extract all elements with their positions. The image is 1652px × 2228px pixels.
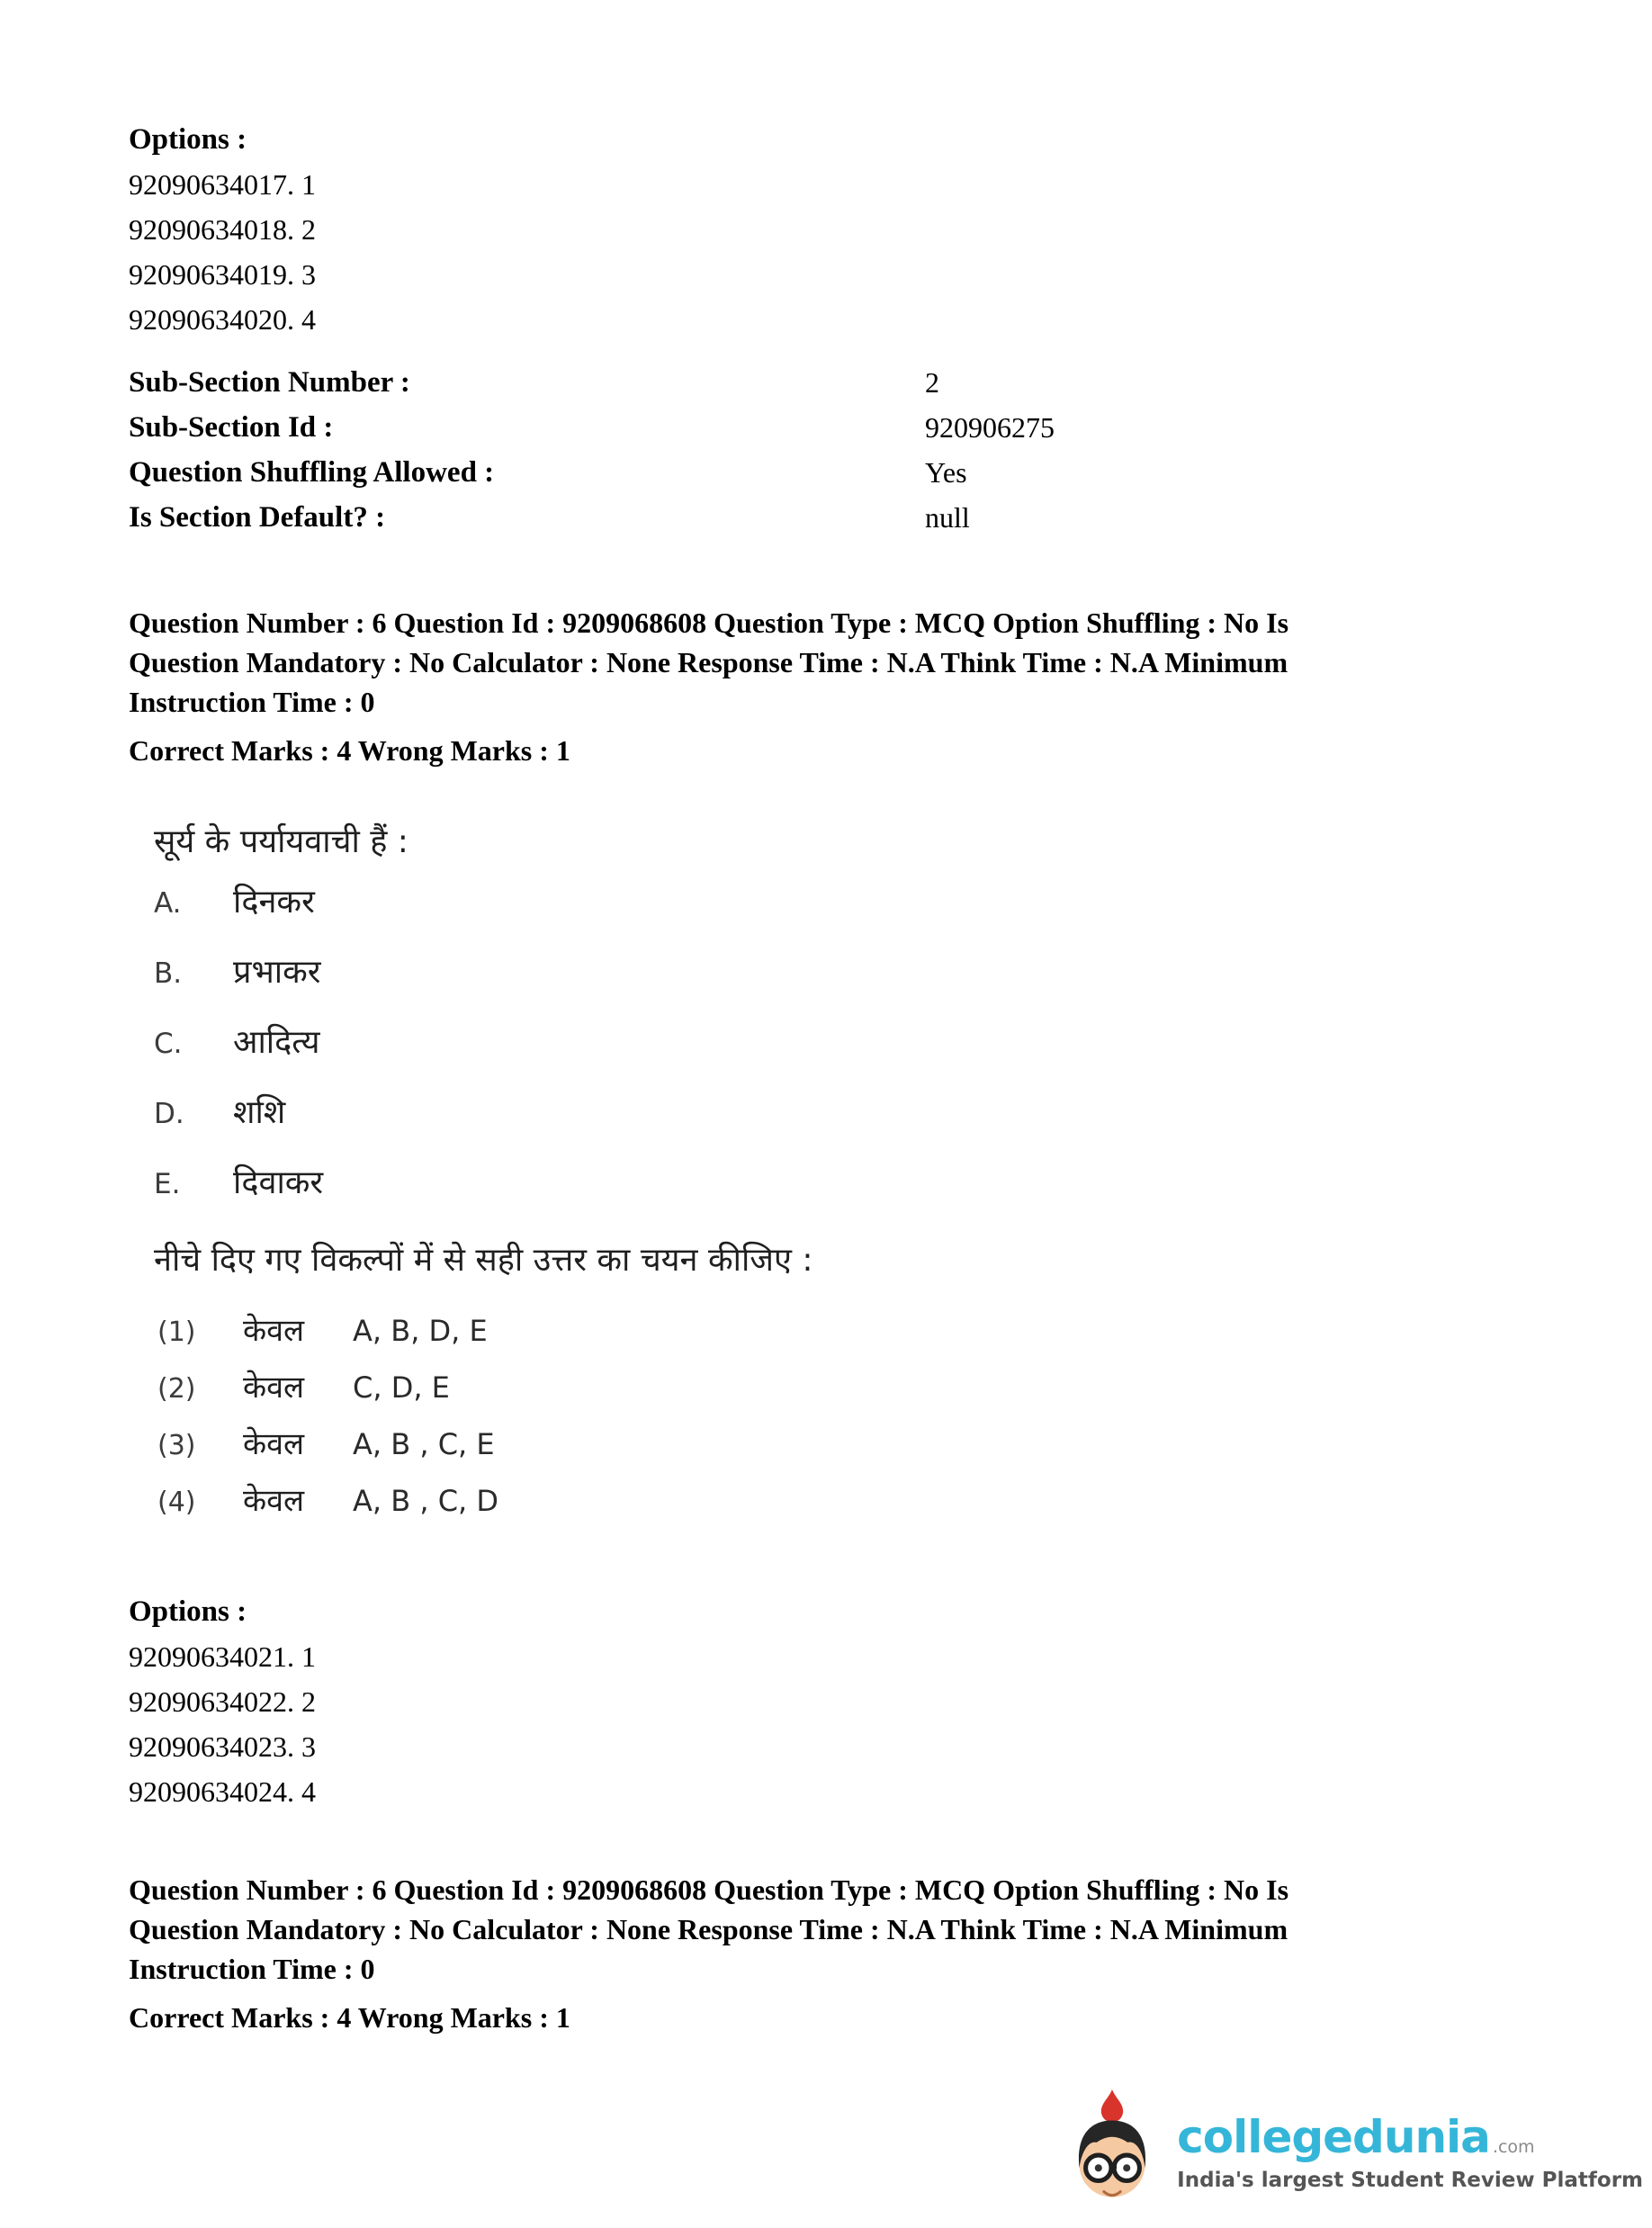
question-header-line: Question Number : 6 Question Id : 9209068608 Question Type : MCQ Option Shuffling : No Is <box>129 606 1289 639</box>
metadata-row <box>129 450 1544 495</box>
answer-number: (4) <box>157 1487 196 1518</box>
question-header-line: Question Number : 6 Question Id : 9209068608 Question Type : MCQ Option Shuffling : No Is <box>129 1873 1289 1906</box>
collegedunia-mascot-icon <box>1062 2088 1163 2215</box>
brand-text <box>1177 2111 1643 2192</box>
brand-name: collegedunia <box>1177 2111 1490 2163</box>
metadata-label: Sub-Section Number : <box>129 366 410 399</box>
metadata-row <box>129 360 1544 405</box>
choice-row-e <box>129 1159 1544 1229</box>
answer-kewal: केवल <box>243 1370 305 1406</box>
choice-letter: D. <box>154 1098 184 1130</box>
choice-letter: B. <box>154 957 183 990</box>
options-label: Options : <box>129 123 247 156</box>
brand-tagline: India's largest Student Review Platform <box>1177 2169 1643 2192</box>
answer-kewal: केवल <box>243 1313 305 1349</box>
option-id-line: 92090634021. 1 <box>129 1640 316 1673</box>
answer-option-1 <box>129 1308 1544 1365</box>
question-instruction: नीचे दिए गए विकल्पों में से सही उत्तर का चयन कीजिए : <box>154 1242 813 1279</box>
question-body <box>129 815 1544 1535</box>
option-id-line: 92090634017. 1 <box>129 168 316 201</box>
choice-row-b <box>129 948 1544 1019</box>
option-id-line: 92090634022. 2 <box>129 1685 316 1718</box>
metadata-section <box>129 360 1544 540</box>
options-block-2 <box>129 1589 1544 1814</box>
metadata-value: null <box>925 501 970 534</box>
metadata-value: 920906275 <box>925 411 1055 444</box>
options-label: Options : <box>129 1595 247 1628</box>
metadata-row <box>129 495 1544 540</box>
answer-number: (1) <box>157 1316 196 1348</box>
question-stem: सूर्य के पर्यायवाची हैं : <box>154 823 409 860</box>
option-id-line: 92090634020. 4 <box>129 303 316 336</box>
answer-kewal: केवल <box>243 1426 305 1462</box>
answer-option-list <box>129 1308 1544 1535</box>
metadata-value: 2 <box>925 366 939 399</box>
answer-number: (3) <box>157 1430 196 1461</box>
answer-option-3 <box>129 1422 1544 1478</box>
answer-letters: A, B , C, E <box>353 1427 495 1461</box>
metadata-label: Sub-Section Id : <box>129 411 334 444</box>
choice-text: आदित्य <box>233 1024 320 1061</box>
answer-option-4 <box>129 1478 1544 1535</box>
option-id-line: 92090634019. 3 <box>129 258 316 291</box>
choice-letter: E. <box>154 1168 181 1200</box>
choice-text: दिवाकर <box>233 1164 324 1201</box>
metadata-value: Yes <box>925 456 967 489</box>
answer-option-2 <box>129 1365 1544 1422</box>
question-header-line: Question Mandatory : No Calculator : None Response Time : N.A Think Time : N.A Minimum <box>129 1913 1288 1945</box>
option-id-line: 92090634018. 2 <box>129 213 316 246</box>
question-header-line: Question Mandatory : No Calculator : None Response Time : N.A Think Time : N.A Minimum <box>129 646 1288 678</box>
choice-text: प्रभाकर <box>233 954 321 991</box>
options-block-1 <box>129 117 1544 342</box>
brand-line <box>1177 2111 1643 2163</box>
option-id-line: 92090634024. 4 <box>129 1775 316 1808</box>
choice-letter: A. <box>154 887 182 920</box>
choice-row-c <box>129 1019 1544 1089</box>
choice-list <box>129 878 1544 1229</box>
choice-text: दिनकर <box>233 884 315 921</box>
choice-letter: C. <box>154 1028 183 1060</box>
answer-letters: C, D, E <box>353 1370 450 1405</box>
answer-letters: A, B, D, E <box>353 1314 488 1348</box>
choice-text: शशि <box>233 1094 286 1131</box>
metadata-label: Question Shuffling Allowed : <box>129 456 495 489</box>
question-header-line: Instruction Time : 0 <box>129 1953 375 1985</box>
answer-kewal: केवल <box>243 1483 305 1519</box>
choice-row-d <box>129 1089 1544 1159</box>
question-header-line: Instruction Time : 0 <box>129 686 375 718</box>
question-header-block-1 <box>129 603 1544 770</box>
collegedunia-logo <box>1062 2088 1643 2215</box>
answer-letters: A, B , C, D <box>353 1484 499 1518</box>
question-header-block-2 <box>129 1870 1544 2037</box>
choice-row-a <box>129 878 1544 948</box>
answer-number: (2) <box>157 1373 196 1405</box>
correct-marks-line: Correct Marks : 4 Wrong Marks : 1 <box>129 2001 570 2034</box>
correct-marks-line: Correct Marks : 4 Wrong Marks : 1 <box>129 734 570 767</box>
metadata-label: Is Section Default? : <box>129 501 386 534</box>
option-id-line: 92090634023. 3 <box>129 1730 316 1763</box>
brand-suffix: .com <box>1492 2137 1535 2157</box>
metadata-row <box>129 405 1544 450</box>
